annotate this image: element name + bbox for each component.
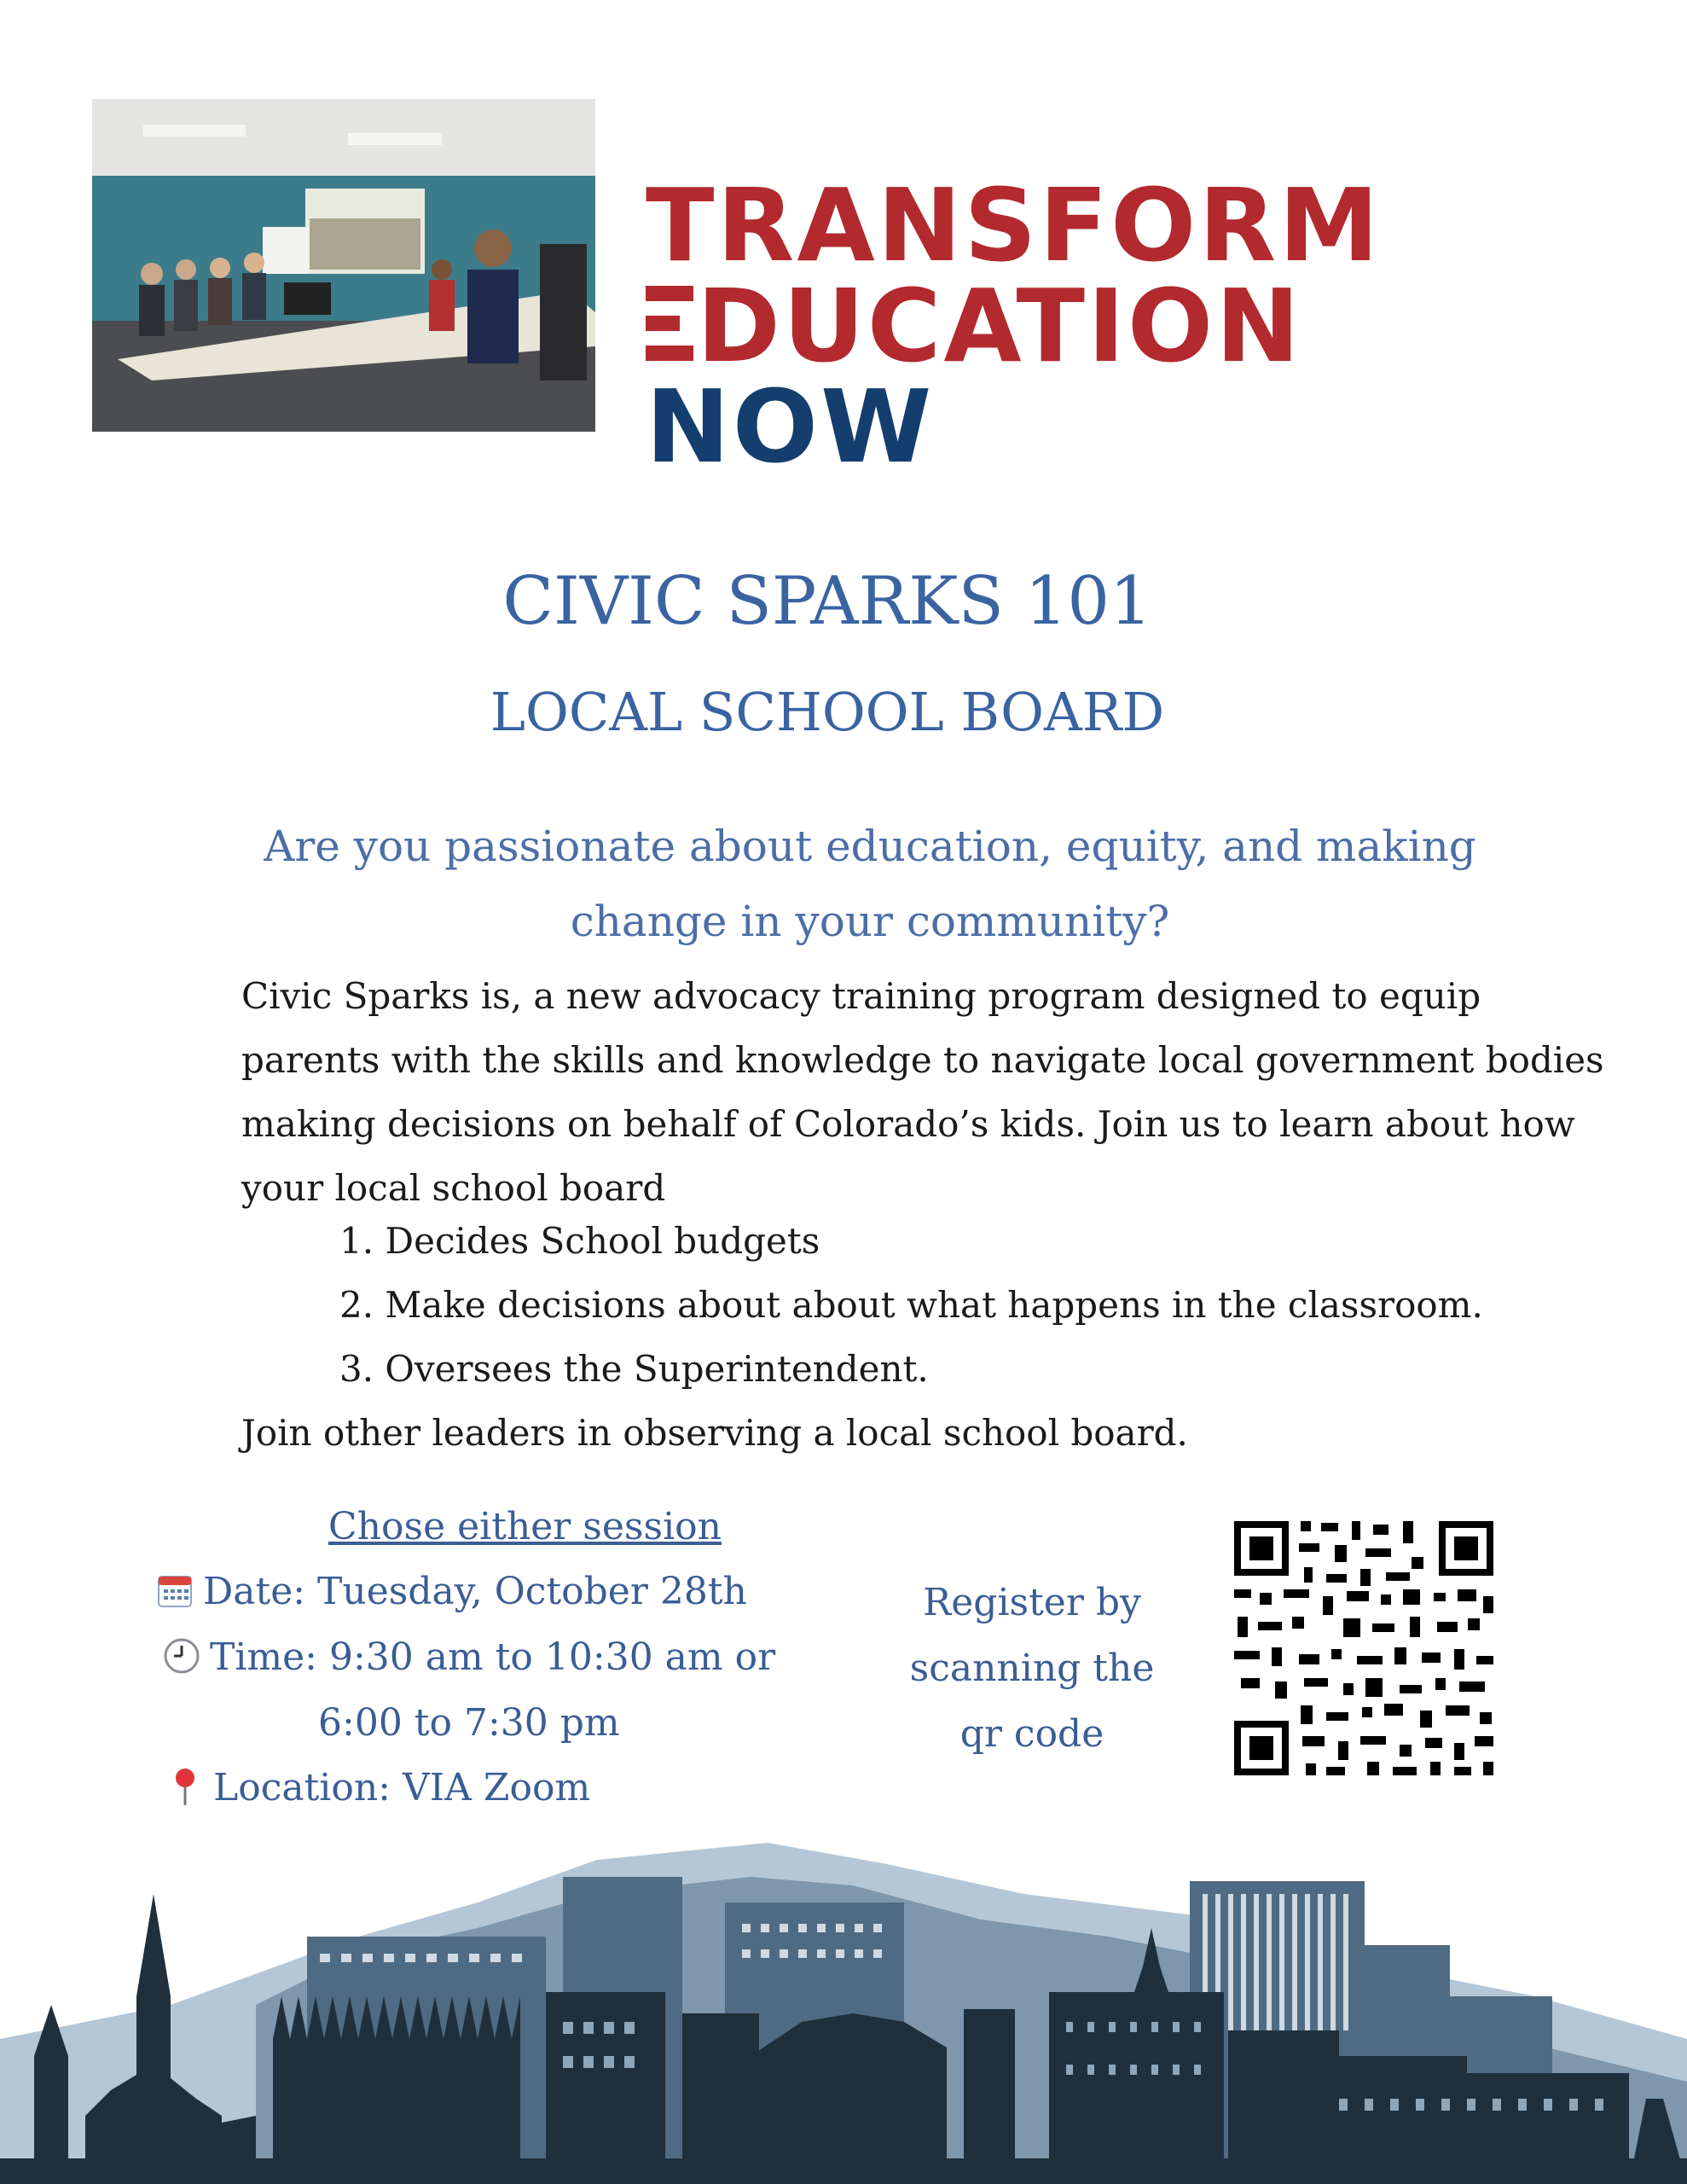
list-item: 3. Oversees the Superintendent. (339, 1348, 929, 1390)
calendar-icon (154, 1570, 196, 1613)
join-text: Join other leaders in observing a local school board. (241, 1412, 1188, 1454)
clock-icon (160, 1635, 203, 1679)
qr-code[interactable] (1198, 1489, 1518, 1809)
session-location: Location: VIA Zoom (164, 1766, 590, 1809)
city-skyline-illustration (0, 1843, 1687, 2184)
list-item: 2. Make decisions about about what happens in the classroom. (339, 1284, 1483, 1326)
page-title: CIVIC SPARKS 101 (502, 563, 1152, 640)
session-date: Date: Tuesday, October 28th (154, 1570, 747, 1613)
meeting-room-photo (92, 99, 595, 432)
program-description: Civic Sparks is, a new advocacy training program designed to equip parents with the skills and knowledge to navigate local government bodies making decisions on behalf of Colorado’s kids. Join us to learn about how your local school board (241, 975, 1604, 1209)
session-heading-link[interactable]: Chose either session (328, 1505, 722, 1548)
session-time-evening: 6:00 to 7:30 pm (318, 1701, 620, 1745)
register-instructions: Register by scanning the qr code (909, 1581, 1155, 1756)
logo-line-transform: TRANSFORM (646, 166, 1382, 284)
logo-line-education: DUCATION (697, 267, 1302, 385)
transform-education-now-logo (635, 166, 1437, 485)
session-time: Time: 9:30 am to 10:30 am or (160, 1635, 775, 1679)
intro-question: Are you passionate about education, equity, and making change in your community? (264, 822, 1476, 946)
logo-e-bars (646, 286, 693, 361)
page-subtitle: LOCAL SCHOOL BOARD (490, 681, 1165, 743)
logo-line-now: NOW (646, 368, 935, 485)
list-item: 1. Decides School budgets (339, 1220, 820, 1262)
pin-icon (164, 1766, 206, 1809)
